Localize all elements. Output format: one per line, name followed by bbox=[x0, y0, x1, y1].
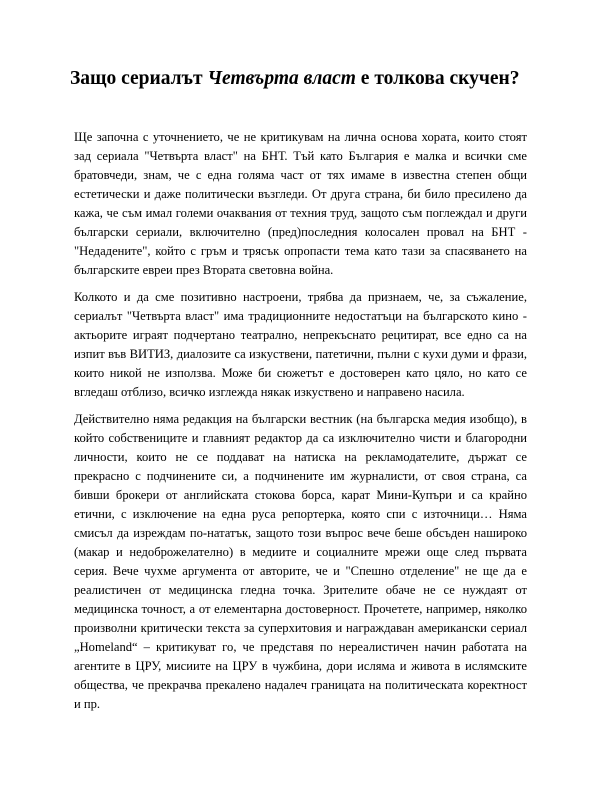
title-series-name: Четвърта власт bbox=[207, 68, 356, 89]
paragraph: Колкото и да сме позитивно настроени, трябва да признаем, че, за съжаление, сериалът "Четвърта власт" има традиционните недостатъци на българското кино - актьорите играят подчертано театрално, непрекъснато рецитират, все едно са на изпит във ВИТИЗ, диалозите са изкуствени, патетични, пълни с кухи думи и фрази, които никой не използва. Може би сюжетът е достоверен като цяло, но като се вгледаш отблизо, всичко изглежда някак изкуствено и направено насила. bbox=[74, 290, 527, 399]
document-body bbox=[74, 128, 527, 722]
title-suffix: е толкова скучен? bbox=[355, 68, 520, 89]
document-title bbox=[70, 66, 540, 92]
paragraph: Действително няма редакция на български вестник (на българска медия изобщо), в който собствениците и главният редактор да са изключително чисти и благородни личности, които не се поддават на натиска на рекламодателите, държат се прекрасно с подчинените си, а подчинените им журналисти, от своя страна, са бивши брокери от английската стокова борса, карат Мини-Купъри и са крайно етични, с изключение на една руса репортерка, която спи с източници… Няма смисъл да изреждам по-нататък, защото този въпрос вече беше обсъден нашироко (макар и недоброжелателно) в медиите и социалните мрежи още след първата серия. Вече чухме аргумента от авторите, че и "Спешно отделение" не ще да е реалистичен от медицинска гледна точка. Зрителите обаче не се нуждаят от медицинска точност, а от елементарна достоверност. Прочетете, например, няколко произволни критически текста за суперхитовия и награждаван американски сериал „Homeland“ – критикуват го, че представя по нереалистичен начин работата на агентите в ЦРУ, мисиите на ЦРУ в чужбина, дори ислямa и живота в ислямските общества, че прекрачва прекалено надалеч границата на политическата коректност и пр. bbox=[74, 412, 527, 711]
paragraph: Ще започна с уточнението, че не критикувам на лична основа хората, които стоят зад сериала "Четвърта власт" на БНТ. Тъй като България е малка и всички сме братовчеди, знам, че с една голяма част от тях имаме в известна степен общи естетически и даже политически възгледи. От друга страна, би било пресилено да кажа, че съм имал големи очаквания от техния труд, защото съм поглеждал и други български сериали, включително (пред)последния колосален провал на БНТ - "Недадените", който с гръм и трясък опропасти тема като тази за спасяването на българските евреи през Втората световна война. bbox=[74, 130, 527, 277]
title-prefix: Защо сериалът bbox=[70, 68, 208, 89]
